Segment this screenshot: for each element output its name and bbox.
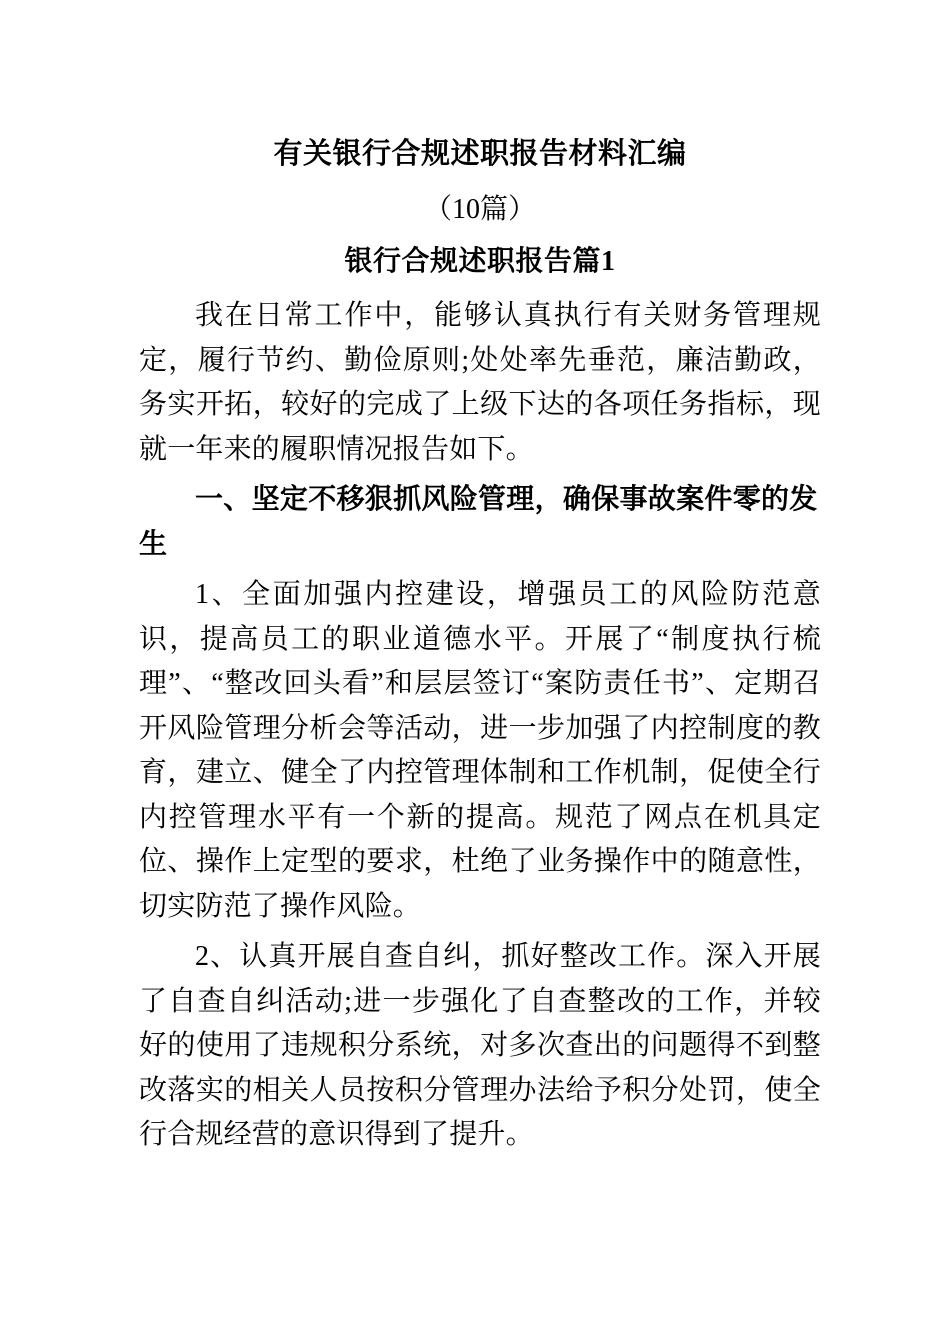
paragraph-item-2: 2、认真开展自查自纠，抓好整改工作。深入开展了自查自纠活动;进一步强化了自查整改的工作，并较好的使用了违规积分系统，对多次查出的问题得不到整改落实的相关人员按积分管理办法给予积分处罚，使全行合规经营的意识得到了提升。 — [139, 941, 821, 1150]
title-body-spacer — [139, 284, 821, 294]
paragraph-intro: 我在日常工作中，能够认真执行有关财务管理规定，履行节约、勤俭原则;处处率先垂范，廉洁勤政，务实开拓，较好的完成了上级下达的各项任务指标，现就一年来的履职情况报告如下。 — [139, 300, 821, 465]
subsection-heading-1: 一、坚定不移狠抓风险管理，确保事故案件零的发生 — [139, 484, 818, 560]
section-title: 银行合规述职报告篇1 — [344, 246, 616, 277]
document-content — [139, 0, 821, 1158]
page-title: 有关银行合规述职报告材料汇编 — [273, 138, 687, 170]
paragraph-item-1: 1、全面加强内控建设，增强员工的风险防范意识，提高员工的职业道德水平。开展了“制度执行梳理”、“整改回头看”和层层签订“案防责任书”、定期召开风险管理分析会等活动，进一步加强了内控制度的教育，建立、健全了内控管理体制和工作机制，促使全行内控管理水平有一个新的提高。规范了网点在机具定位、操作上定型的要求，杜绝了业务操作中的随意性，切实防范了操作风险。 — [139, 579, 821, 922]
document-subtitle: （10篇） — [423, 194, 536, 225]
